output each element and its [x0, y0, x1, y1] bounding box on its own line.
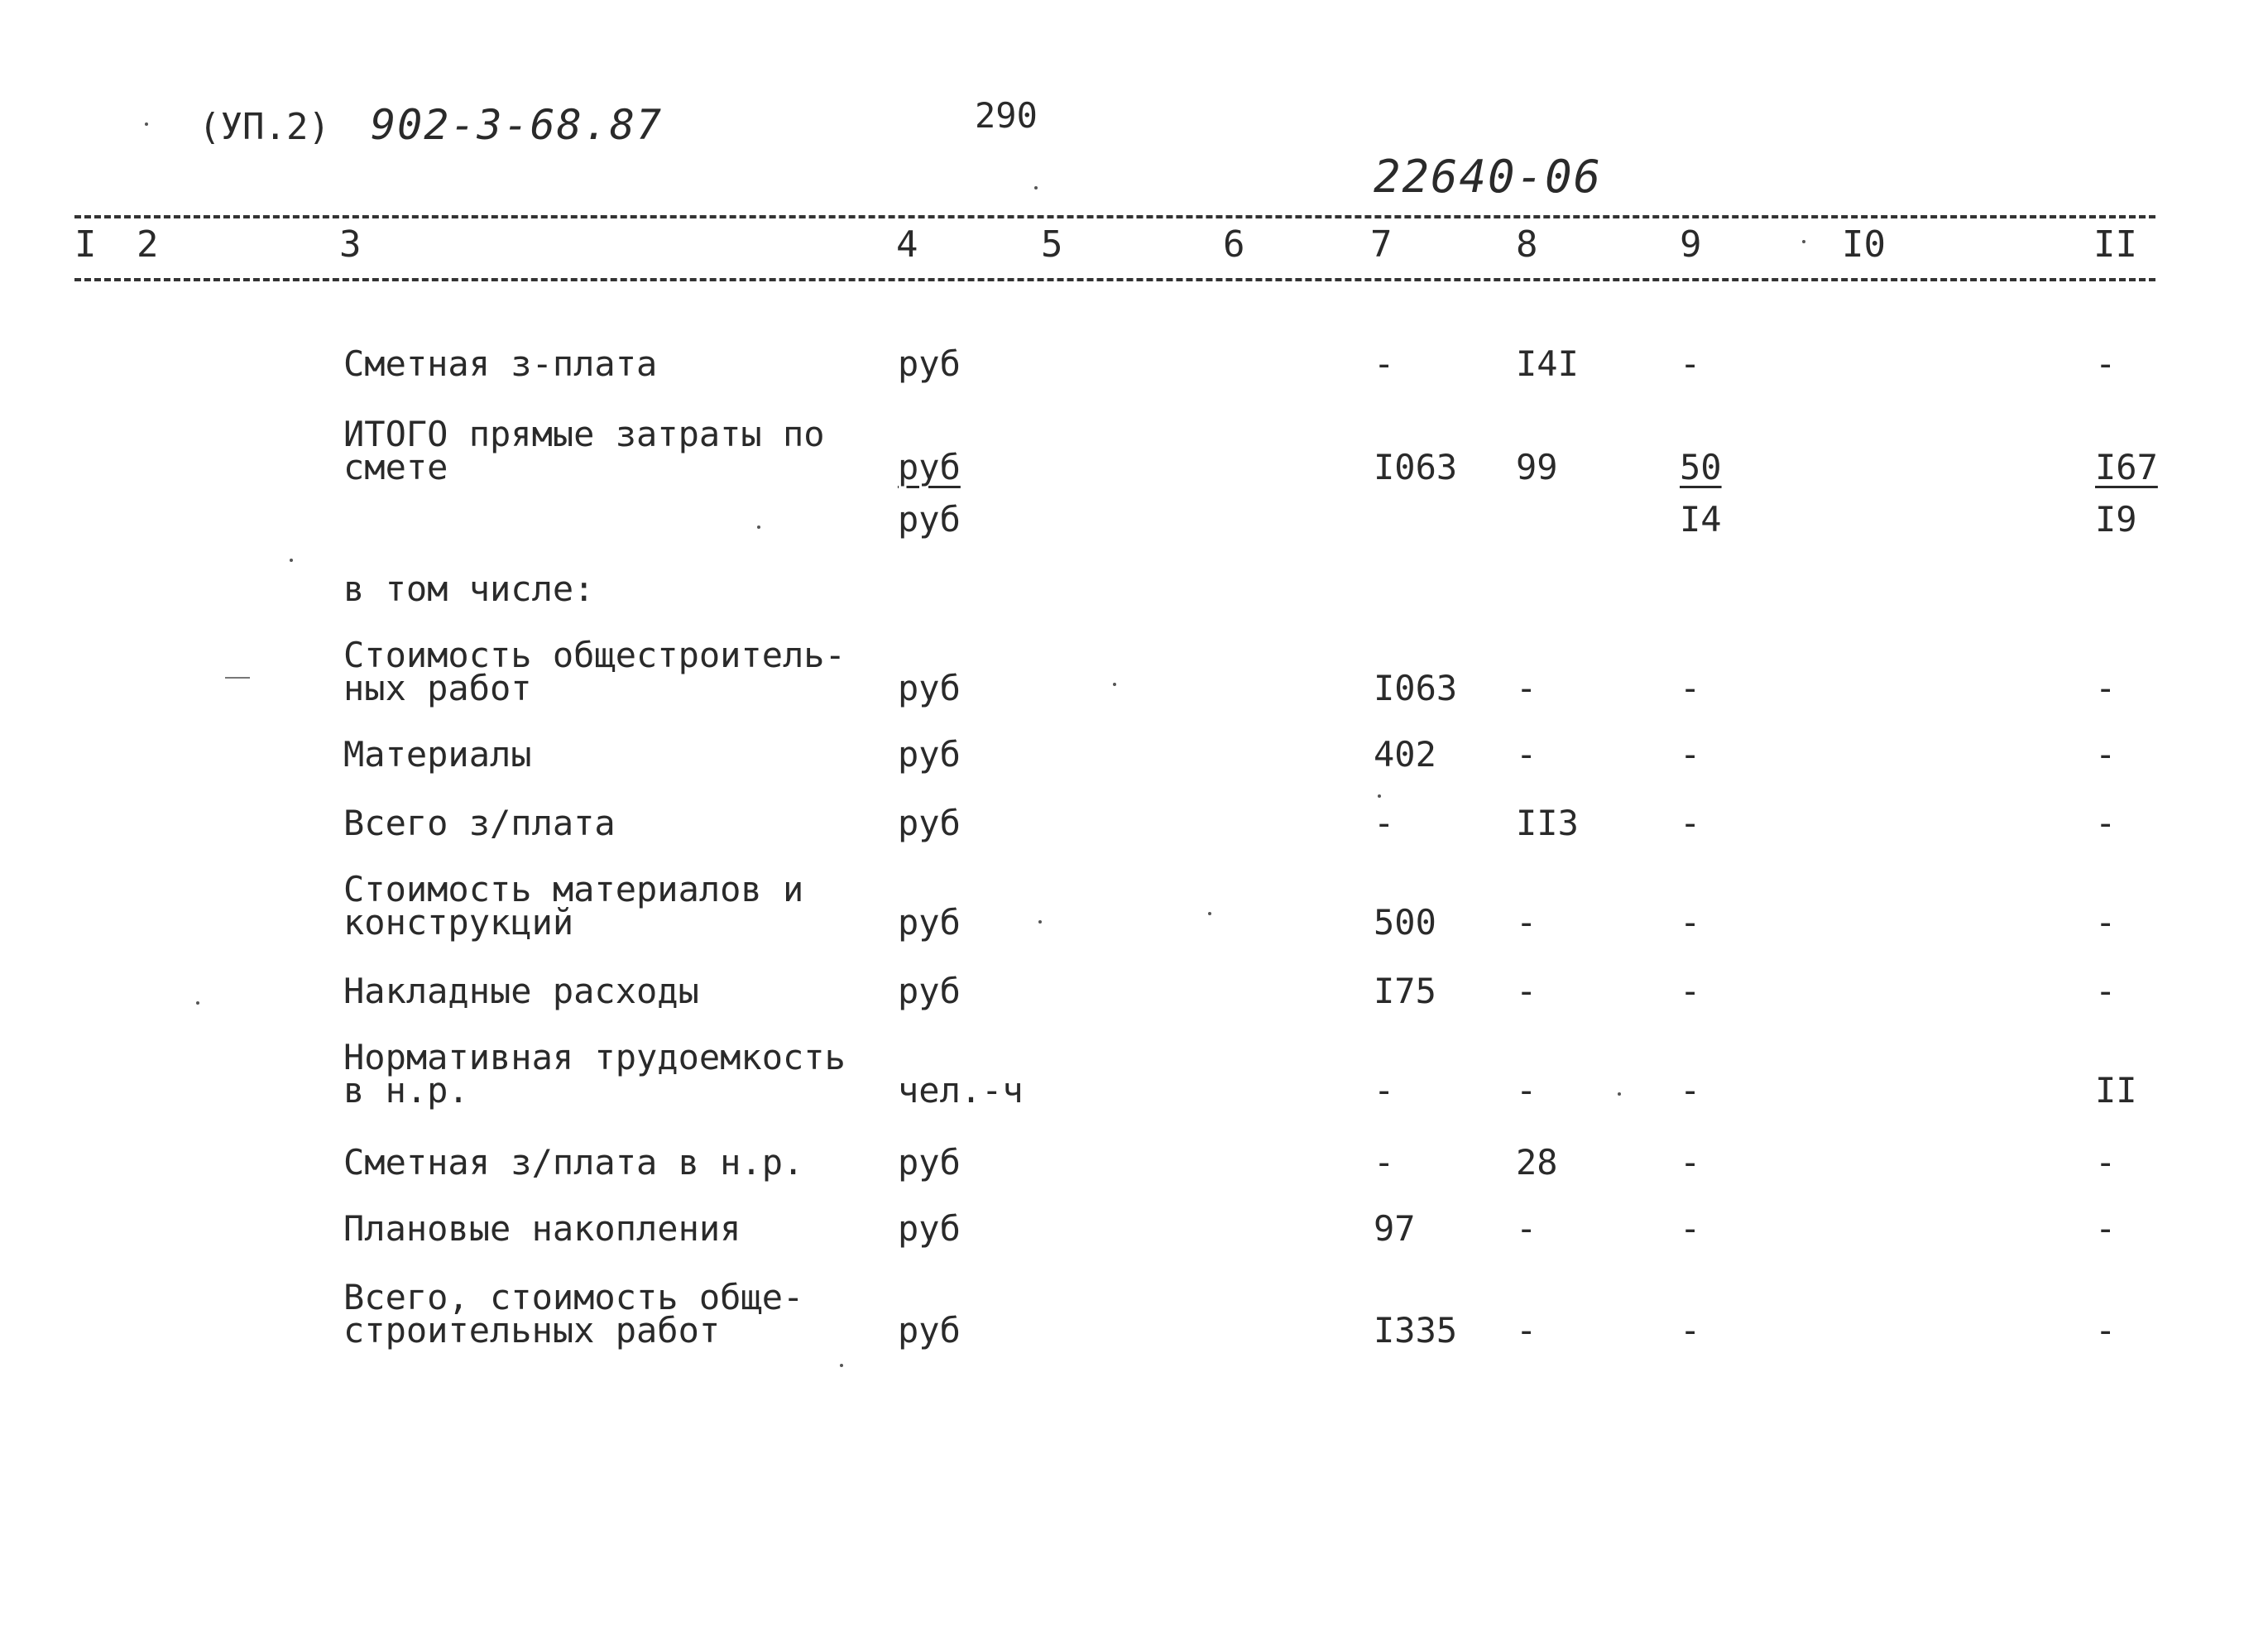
scan-speck	[290, 559, 293, 562]
cell-col8: -	[1516, 1310, 1537, 1351]
row-unit: руб	[898, 803, 961, 843]
row-label-line2: строительных работ	[343, 1310, 721, 1351]
cell-col7: -	[1374, 1142, 1395, 1183]
cell-col11: -	[2095, 1142, 2117, 1183]
row-label-line1: Стоимость материалов и	[343, 869, 804, 909]
cell-col9: -	[1680, 902, 1701, 943]
row-label-line1: Всего, стоимость обще-	[343, 1277, 804, 1317]
cell-col9: 50	[1680, 447, 1722, 487]
cell-col7: I75	[1374, 971, 1436, 1011]
cell-col7: -	[1374, 803, 1395, 843]
cell-col9: -	[1680, 668, 1701, 708]
col-num-2: 2	[137, 223, 159, 266]
cell-col11: II	[2095, 1070, 2137, 1111]
scan-speck	[840, 1364, 843, 1367]
col-num-8: 8	[1516, 223, 1538, 266]
cell-col11-b: I9	[2095, 499, 2137, 540]
cell-col8: I4I	[1516, 343, 1579, 384]
row-unit: руб	[898, 1310, 961, 1351]
row-unit: руб	[898, 1142, 961, 1183]
cell-col7: I335	[1374, 1310, 1458, 1351]
scan-speck	[1802, 240, 1805, 243]
row-label: Накладные расходы	[343, 971, 699, 1011]
cell-col11: I67	[2095, 447, 2158, 487]
row-label: Всего з/плата	[343, 803, 616, 843]
row-label-line1: Стоимость общестроитель-	[343, 635, 846, 675]
cell-col8: 28	[1516, 1142, 1558, 1183]
sheet-code: (УП.2)	[199, 106, 330, 148]
cell-col8: -	[1516, 902, 1537, 943]
scan-speck	[1113, 683, 1116, 686]
cell-col9: -	[1680, 1070, 1701, 1111]
cell-col9: -	[1680, 971, 1701, 1011]
cell-col11: -	[2095, 971, 2117, 1011]
row-label-line2: конструкций	[343, 902, 574, 943]
cell-col7: 500	[1374, 902, 1436, 943]
cell-col8: -	[1516, 734, 1537, 775]
col-num-10: I0	[1842, 223, 1886, 266]
cell-col7: -	[1374, 343, 1395, 384]
page-number: 290	[975, 95, 1038, 136]
cell-col8: II3	[1516, 803, 1579, 843]
cell-col8: -	[1516, 1070, 1537, 1111]
cell-col8: 99	[1516, 447, 1558, 487]
cell-col8: -	[1516, 1208, 1537, 1249]
cell-col9: -	[1680, 1142, 1701, 1183]
cell-col11: -	[2095, 734, 2117, 775]
cell-col11: -	[2095, 343, 2117, 384]
cell-col7: I063	[1374, 447, 1458, 487]
cell-col8: -	[1516, 971, 1537, 1011]
scan-speck	[196, 1001, 199, 1005]
row-unit: руб	[898, 902, 961, 943]
cell-col9: -	[1680, 734, 1701, 775]
cell-col11: -	[2095, 803, 2117, 843]
row-label: Материалы	[343, 734, 532, 775]
row-unit: руб	[898, 734, 961, 775]
row-label-line1: Нормативная трудоемкость	[343, 1037, 846, 1077]
scan-speck	[1618, 1092, 1621, 1096]
col-num-1: I	[74, 223, 97, 266]
col-num-6: 6	[1223, 223, 1245, 266]
row-label: Плановые накопления	[343, 1208, 741, 1249]
cell-col8: -	[1516, 668, 1537, 708]
row-unit: руб	[898, 343, 961, 384]
cell-col11: -	[2095, 902, 2117, 943]
row-unit: чел.-ч	[898, 1070, 1024, 1111]
col-num-11: II	[2093, 223, 2137, 266]
cell-col9: -	[1680, 1310, 1701, 1351]
header-top-rule	[74, 215, 2155, 218]
row-unit: руб	[898, 1208, 961, 1249]
row-label-line2: в н.р.	[343, 1070, 469, 1111]
scan-speck	[757, 525, 760, 529]
scan-speck	[1034, 186, 1038, 190]
cell-col7: 97	[1374, 1208, 1416, 1249]
col-num-5: 5	[1041, 223, 1063, 266]
row-unit: руб	[898, 668, 961, 708]
cell-col11: -	[2095, 1310, 2117, 1351]
doc-number: 22640-06	[1374, 151, 1603, 203]
cell-col9: -	[1680, 343, 1701, 384]
row-unit: руб	[898, 447, 961, 487]
cell-col7: -	[1374, 1070, 1395, 1111]
row-label: Сметная з/плата в н.р.	[343, 1142, 804, 1183]
row-label-line1: ИТОГО прямые затраты по	[343, 414, 825, 454]
scan-mark	[225, 677, 250, 679]
row-unit-2: руб	[898, 499, 961, 540]
row-label-line2: ных работ	[343, 668, 532, 708]
scan-speck	[1038, 920, 1042, 924]
cell-col11: -	[2095, 1208, 2117, 1249]
row-label: Сметная з-плата	[343, 343, 658, 384]
scan-speck	[1208, 912, 1211, 915]
header-bottom-rule	[74, 278, 2155, 281]
row-label-line2: смете	[343, 447, 448, 487]
row-label: в том числе:	[343, 569, 595, 609]
project-number: 902-3-68.87	[371, 101, 664, 149]
cell-col11: -	[2095, 668, 2117, 708]
cell-col7: I063	[1374, 668, 1458, 708]
col-num-4: 4	[896, 223, 918, 266]
cell-col9: -	[1680, 803, 1701, 843]
scan-speck	[1378, 794, 1381, 798]
row-unit: руб	[898, 971, 961, 1011]
col-num-7: 7	[1370, 223, 1393, 266]
cell-col9-b: I4	[1680, 499, 1722, 540]
scan-speck	[145, 122, 148, 126]
cell-col7: 402	[1374, 734, 1436, 775]
cell-col9: -	[1680, 1208, 1701, 1249]
col-num-3: 3	[339, 223, 362, 266]
col-num-9: 9	[1680, 223, 1702, 266]
